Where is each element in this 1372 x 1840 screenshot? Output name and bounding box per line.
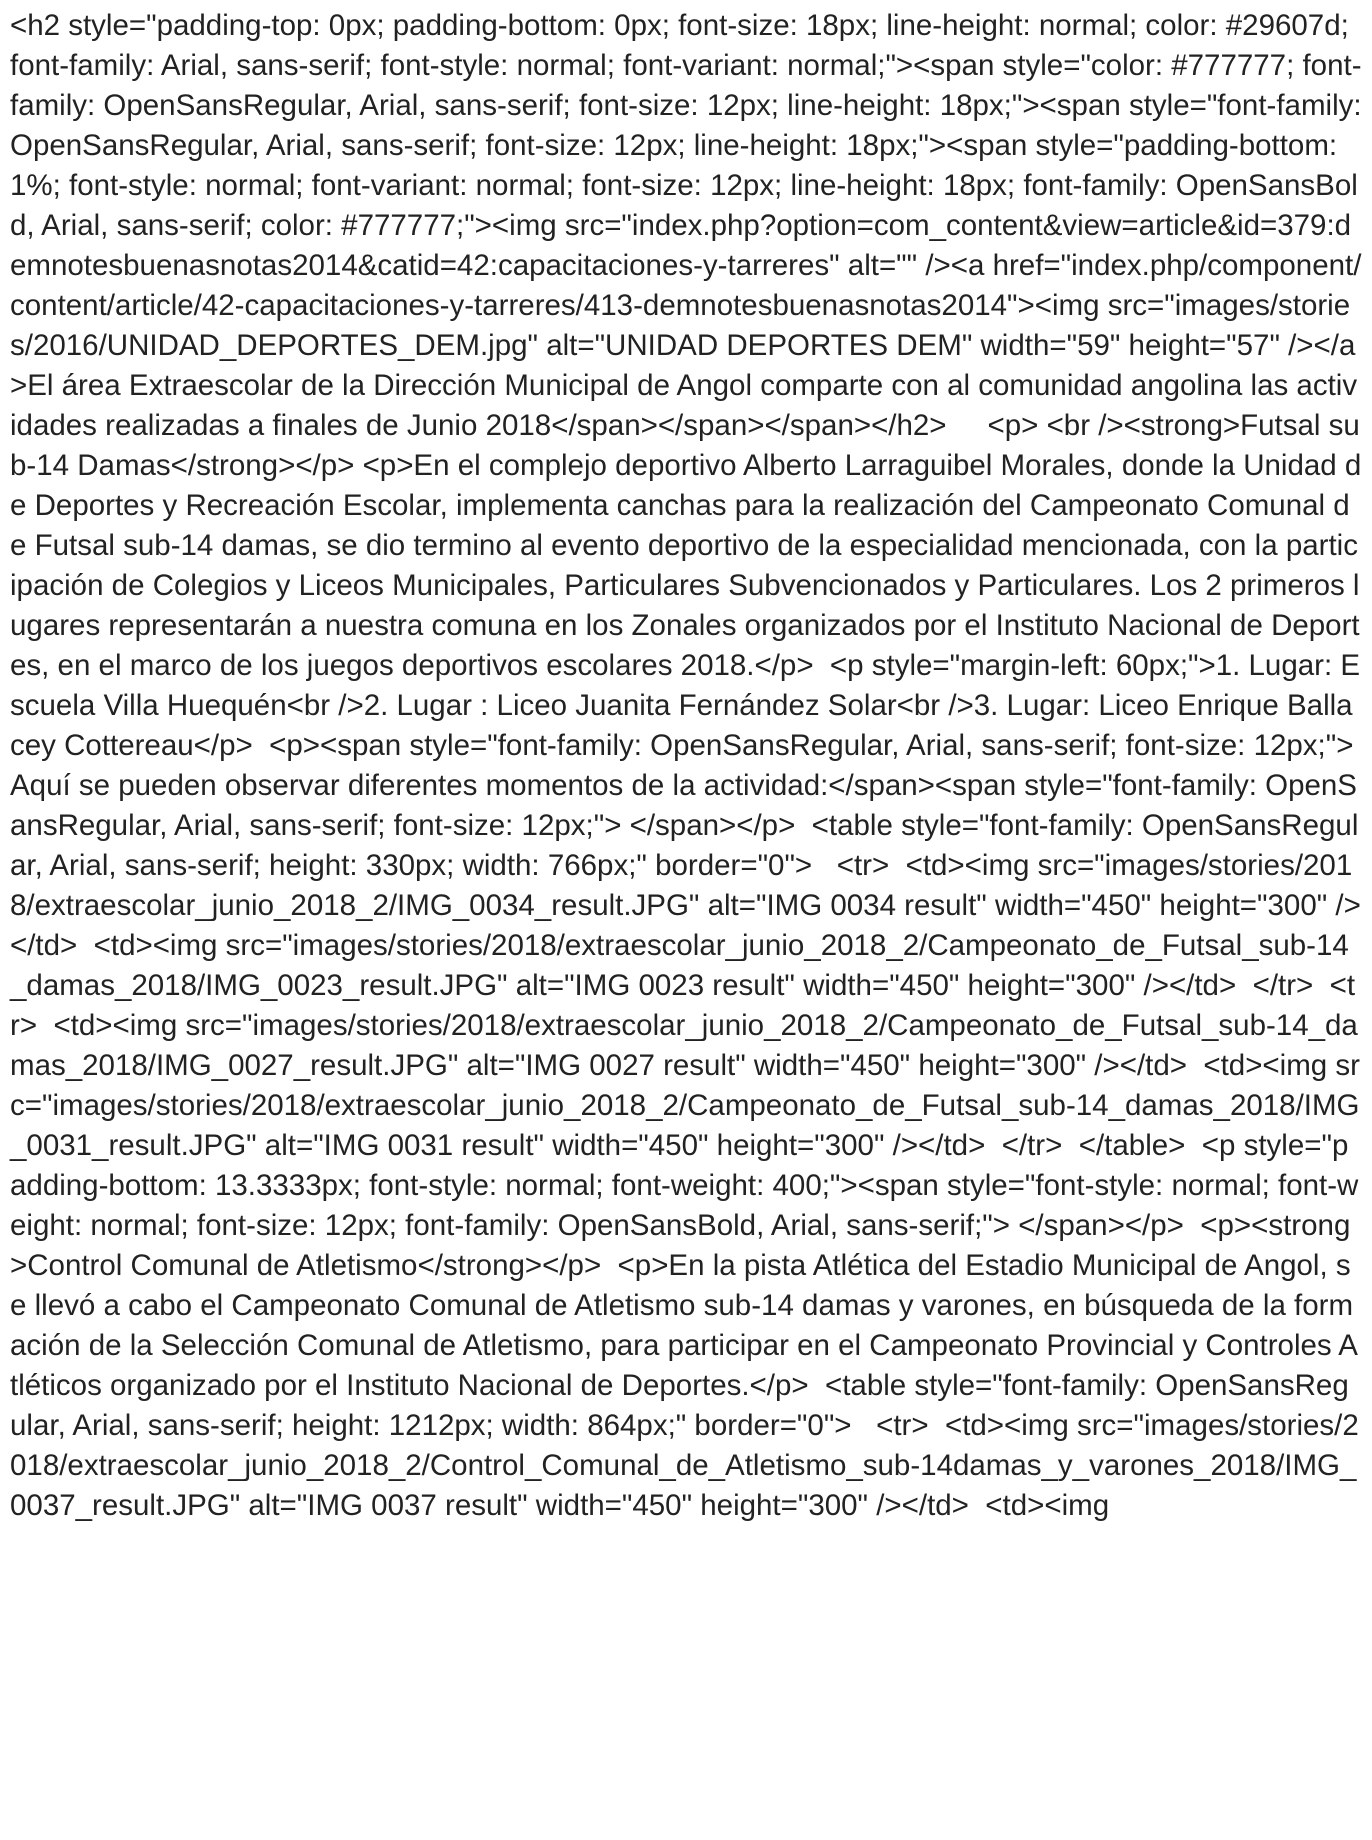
html-source-text: <h2 style="padding-top: 0px; padding-bottom: 0px; font-size: 18px; line-height: normal; color: #29607d; font-family: Arial, sans-serif; font-style: normal; font-variant: normal;"><span style="color: #777777; font-family: OpenSansRegular, Arial, sans-serif; font-size: 12px; line-height: 18px;"><span style="font-family: OpenSansRegular, Arial, sans-serif; font-size: 12px; line-height: 18px;"><span style="padding-bottom: 1%; font-style: normal; font-variant: normal; font-size: 12px; line-height: 18px; font-family: OpenSansBold, Arial, sans-serif; color: #777777;"><img src="index.php?option=com_content&view=article&id=379:demnotesbuenasnotas2014&catid=42:capacitaciones-y-tarreres" alt="" /><a href="index.php/component/content/article/42-capacitaciones-y-tarreres/413-demnotesbuenasnotas2014"><img src="images/stories/2016/UNIDAD_DEPORTES_DEM.jpg" alt="UNIDAD DEPORTES DEM" width="59" height="57" /></a>El área Extraescolar de la Dirección Municipal de Angol comparte con al comunidad angolina las actividades realizadas a finales de Junio 2018</span></span></span></h2> <p> <br /><strong>Futsal sub-14 Damas</strong></p> <p>En el complejo deportivo Alberto Larraguibel Morales, donde la Unidad de Deportes y Recreación Escolar, implementa canchas para la realización del Campeonato Comunal de Futsal sub-14 damas, se dio termino al evento deportivo de la especialidad mencionada, con la participación de Colegios y Liceos Municipales, Particulares Subvencionados y Particulares. Los 2 primeros lugares representarán a nuestra comuna en los Zonales organizados por el Instituto Nacional de Deportes, en el marco de los juegos deportivos escolares 2018.</p> <p style="margin-left: 60px;">1. Lugar: Escuela Villa Huequén<br />2. Lugar : Liceo Juanita Fernández Solar<br />3. Lugar: Liceo Enrique Ballacey Cottereau</p> <p><span style="font-family: OpenSansRegular, Arial, sans-serif; font-size: 12px;">Aquí se pueden observar diferentes momentos de la actividad:</span><span style="font-family: OpenSansRegular, Arial, sans-serif; font-size: 12px;"> </span></p> <table style="font-family: OpenSansRegular, Arial, sans-serif; height: 330px; width: 766px;" border="0"> <tr> <td><img src="images/stories/2018/extraescolar_junio_2018_2/IMG_0034_result.JPG" alt="IMG 0034 result" width="450" height="300" /></td> <td><img src="images/stories/2018/extraescolar_junio_2018_2/Campeonato_de_Futsal_sub-14_damas_2018/IMG_0023_result.JPG" alt="IMG 0023 result" width="450" height="300" /></td> </tr> <tr> <td><img src="images/stories/2018/extraescolar_junio_2018_2/Campeonato_de_Futsal_sub-14_damas_2018/IMG_0027_result.JPG" alt="IMG 0027 result" width="450" height="300" /></td> <td><img src="images/stories/2018/extraescolar_junio_2018_2/Campeonato_de_Futsal_sub-14_damas_2018/IMG_0031_result.JPG" alt="IMG 0031 result" width="450" height="300" /></td> </tr> </table> <p style="padding-bottom: 13.3333px; font-style: normal; font-weight: 400;"><span style="font-style: normal; font-weight: normal; font-size: 12px; font-family: OpenSansBold, Arial, sans-serif;"> </span></p> <p><strong>Control Comunal de Atletismo</strong></p> <p>En la pista Atlética del Estadio Municipal de Angol, se llevó a cabo el Campeonato Comunal de Atletismo sub-14 damas y varones, en búsqueda de la formación de la Selección Comunal de Atletismo, para participar en el Campeonato Provincial y Controles Atléticos organizado por el Instituto Nacional de Deportes.</p> <table style="font-family: OpenSansRegular, Arial, sans-serif; height: 1212px; width: 864px;" border="0"> <tr> <td><img src="images/stories/2018/extraescolar_junio_2018_2/Control_Comunal_de_Atletismo_sub-14damas_y_varones_2018/IMG_0037_result.JPG" alt="IMG 0037 result" width="450" height="300" /></td> <td><img xyxy=(10,9,1370,1522)
